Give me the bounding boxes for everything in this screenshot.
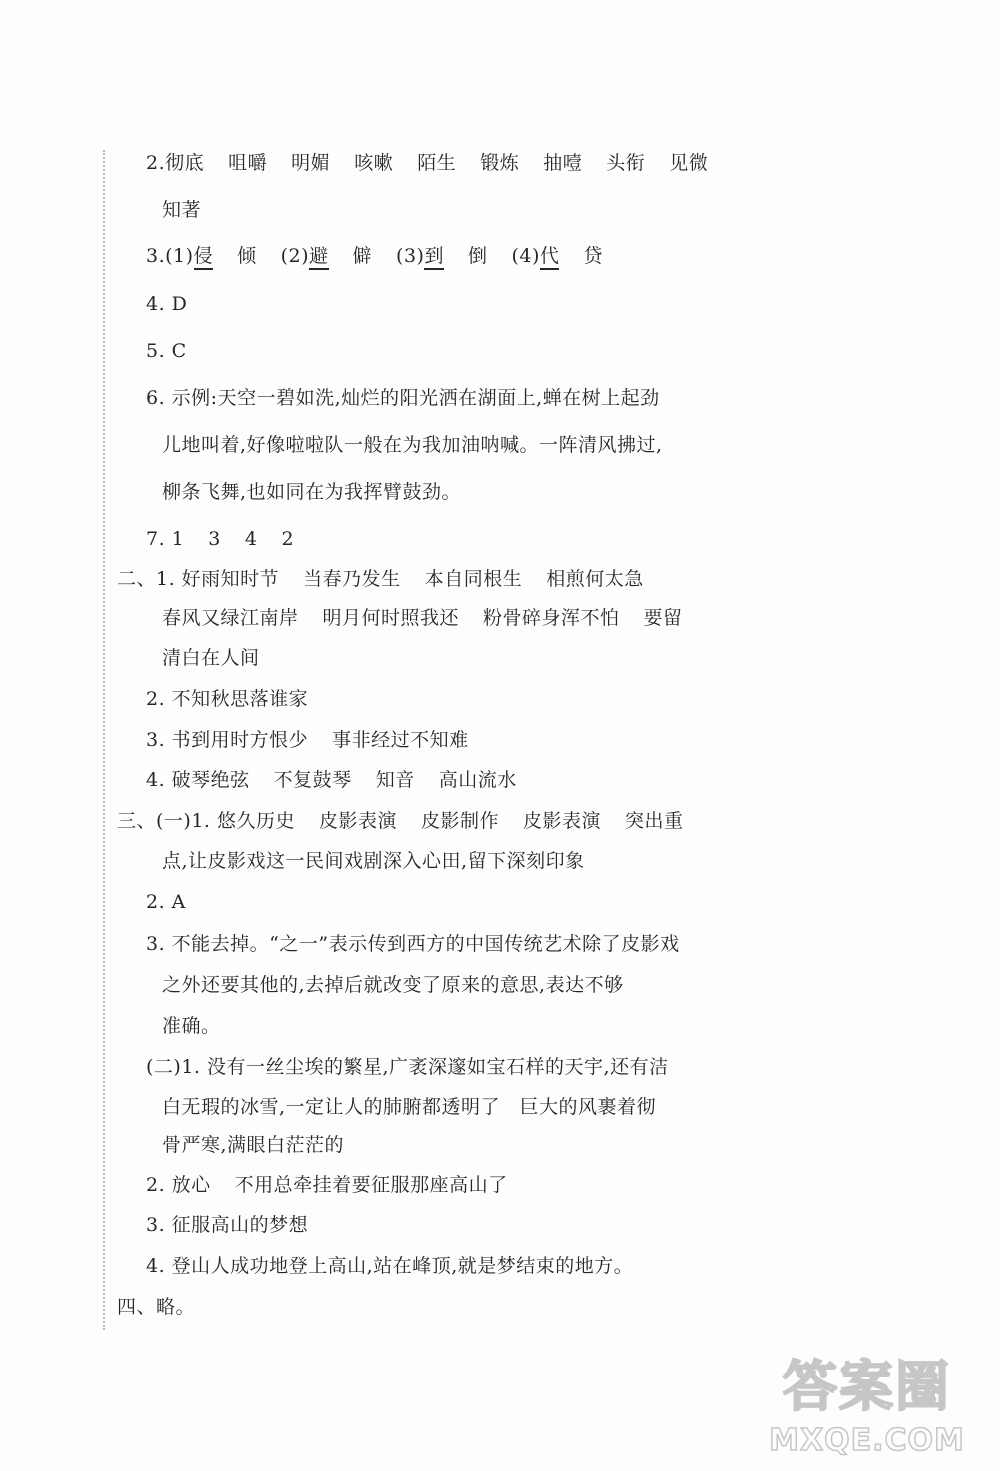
- answer-phrase: 要留: [643, 607, 683, 629]
- section-4-line: 四、略。: [117, 1296, 196, 1318]
- underlined-char: 代: [540, 245, 560, 270]
- answer-word: 陌生: [417, 152, 457, 174]
- answer-line-4: 4. D: [146, 293, 188, 315]
- answer-phrase: 当春乃发生: [303, 568, 401, 590]
- answer-phrase: 春风又绿江南岸: [162, 607, 299, 629]
- answer-phrase: 事非经过不知难: [332, 729, 469, 751]
- section-2-line-4: [146, 767, 517, 793]
- answer-char: 僻: [352, 245, 373, 267]
- answer-phrase: 4. 破琴绝弦: [146, 769, 250, 791]
- answer-word: 咳嗽: [354, 152, 394, 174]
- underlined-char: 避: [309, 245, 329, 270]
- answer-word: 咀嚼: [228, 152, 268, 174]
- sub-number: (4): [511, 245, 540, 267]
- answer-line-2: [146, 150, 708, 176]
- answer-phrase: 本自同根生: [424, 568, 523, 590]
- answer-number: 2: [281, 528, 295, 550]
- answer-char: 倒: [467, 245, 488, 267]
- answer-phrase: 二、1. 好雨知时节: [117, 568, 280, 590]
- answer-phrase: 突出重: [625, 810, 684, 832]
- section-3b-line-3: 3. 征服高山的梦想: [146, 1214, 309, 1236]
- underlined-char: 侵: [194, 245, 214, 270]
- answer-word: 抽噎: [543, 152, 583, 174]
- answer-word: 锻炼: [480, 152, 520, 174]
- answer-line-2-cont: 知著: [162, 199, 202, 221]
- section-3-line-3-cont-2: 准确。: [162, 1015, 221, 1037]
- section-2-line-2: 2. 不知秋思落谁家: [146, 688, 309, 710]
- answer-phrase: 3. 书到用时方恨少: [146, 729, 309, 751]
- answer-line-6-cont-1: 儿地叫着,好像啦啦队一般在为我加油呐喊。一阵清风拂过,: [162, 434, 663, 456]
- section-2-line-1-cont-2: 清白在人间: [162, 647, 260, 669]
- section-3-line-2: 2. A: [146, 891, 186, 913]
- answer-phrase: 三、(一)1. 悠久历史: [117, 810, 295, 832]
- sub-number: (1): [165, 245, 194, 267]
- answer-phrase: 高山流水: [438, 769, 517, 791]
- answer-word: 头衔: [606, 152, 646, 174]
- answer-phrase: 皮影表演: [523, 810, 602, 832]
- watermark-domain: MXQE.COM: [769, 1423, 965, 1458]
- answer-word: 见微: [669, 152, 709, 174]
- answer-line-3: [146, 243, 603, 269]
- item-number: 2.: [146, 152, 166, 174]
- answer-phrase: 不用总牵挂着要征服那座高山了: [234, 1174, 508, 1196]
- binding-margin-line: [103, 150, 105, 1330]
- answer-char: 贷: [583, 245, 603, 267]
- section-3-line-1: [117, 808, 684, 834]
- sub-number: (2): [280, 245, 310, 267]
- watermark-logo-text: 答案圈: [783, 1355, 951, 1418]
- section-3-line-3-cont-1: 之外还要其他的,去掉后就改变了原来的意思,表达不够: [162, 974, 624, 996]
- section-3b-line-1: (二)1. 没有一丝尘埃的繁星,广袤深邃如宝石样的天宇,还有洁: [146, 1056, 669, 1078]
- site-watermark: [752, 1354, 982, 1459]
- section-2-line-3: [146, 727, 469, 753]
- section-3b-line-1-cont-1: 白无瑕的冰雪,一定让人的肺腑都透明了 巨大的风裹着彻: [162, 1096, 657, 1118]
- answer-line-6: 6. 示例:天空一碧如洗,灿烂的阳光洒在湖面上,蝉在树上起劲: [146, 387, 660, 409]
- answer-phrase: 相煎何太急: [546, 568, 644, 590]
- section-3b-line-2: [146, 1172, 508, 1198]
- sub-number: (3): [396, 245, 425, 267]
- answer-phrase: 知音: [375, 769, 415, 791]
- item-number: 3.: [146, 245, 166, 267]
- section-3-line-3: 3. 不能去掉。“之一”表示传到西方的中国传统艺术除了皮影戏: [146, 933, 680, 955]
- answer-line-7: [146, 526, 294, 552]
- section-3-line-1-cont: 点,让皮影戏这一民间戏剧深入心田,留下深刻印象: [162, 850, 585, 872]
- underlined-char: 到: [424, 245, 444, 270]
- answer-word: 明媚: [291, 152, 331, 174]
- section-3b-line-1-cont-2: 骨严寒,满眼白茫茫的: [162, 1134, 345, 1156]
- answer-word: 彻底: [165, 152, 205, 174]
- answer-number: 7. 1: [146, 528, 185, 550]
- answer-phrase: 皮影表演: [319, 810, 398, 832]
- answer-phrase: 2. 放心: [146, 1174, 211, 1196]
- answer-line-6-cont-2: 柳条飞舞,也如同在为我挥臂鼓劲。: [162, 481, 462, 503]
- answer-phrase: 粉骨碎身浑不怕: [483, 607, 620, 629]
- answer-char: 倾: [237, 245, 257, 267]
- answer-number: 3: [208, 528, 221, 550]
- answer-line-5: 5. C: [146, 340, 187, 362]
- section-3b-line-4: 4. 登山人成功地登上高山,站在峰顶,就是梦结束的地方。: [146, 1255, 634, 1277]
- answer-phrase: 不复鼓琴: [273, 769, 352, 791]
- answer-number: 4: [244, 528, 258, 550]
- answer-phrase: 皮影制作: [421, 810, 500, 832]
- answer-phrase: 明月何时照我还: [322, 607, 460, 629]
- section-2-line-1: [117, 566, 644, 592]
- section-2-line-1-cont-1: [162, 605, 683, 631]
